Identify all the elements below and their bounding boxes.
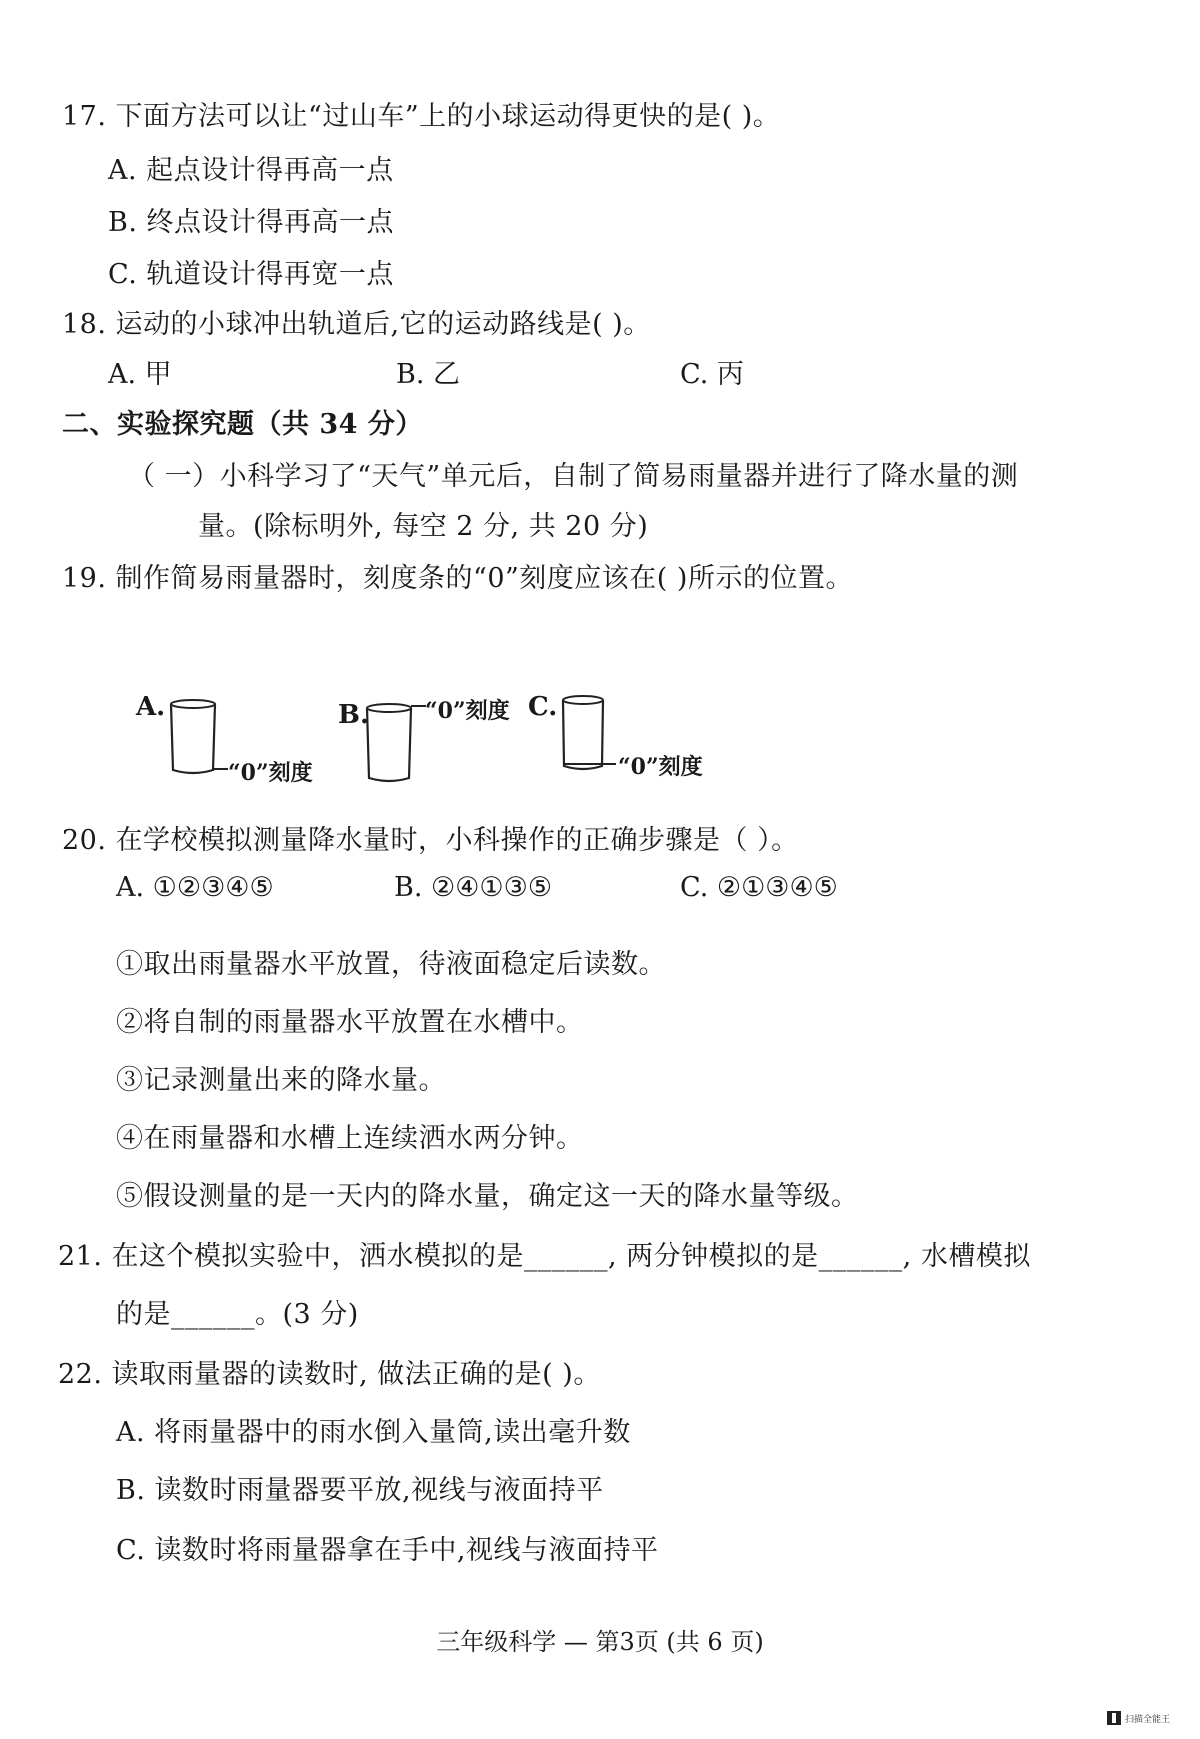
q22-option-a: A. 将雨量器中的雨水倒入量筒,读出毫升数 — [116, 1417, 631, 1448]
q20-step-1: ①取出雨量器水平放置，待液面稳定后读数。 — [116, 949, 666, 980]
cup-c-zero-label: “0”刻度 — [618, 754, 703, 780]
q17-option-a: A. 起点设计得再高一点 — [108, 155, 394, 186]
section-title: 二、实验探究题（共 34 分） — [62, 409, 423, 440]
qr-code-icon — [1107, 1711, 1121, 1725]
q18-option-b: B. 乙 — [396, 359, 461, 390]
cup-c-icon — [563, 696, 616, 769]
q19-figure-letter-b: B. — [338, 700, 370, 730]
q20-stem: 20. 在学校模拟测量降水量时，小科操作的正确步骤是（ ）。 — [62, 825, 799, 856]
cup-a-icon — [171, 700, 228, 773]
q18-option-c: C. 丙 — [680, 359, 744, 390]
q20-step-5: ⑤假设测量的是一天内的降水量，确定这一天的降水量等级。 — [116, 1181, 859, 1212]
q17-stem: 17. 下面方法可以让“过山车”上的小球运动得更快的是( )。 — [62, 101, 781, 132]
q19-stem: 19. 制作简易雨量器时，刻度条的“0”刻度应该在( )所示的位置。 — [62, 563, 853, 594]
q20-step-3: ③记录测量出来的降水量。 — [116, 1065, 446, 1096]
q18-option-a: A. 甲 — [108, 359, 172, 390]
cup-b-icon — [367, 704, 426, 781]
q20-option-a: A. ①②③④⑤ — [116, 872, 274, 903]
q22-option-b: B. 读数时雨量器要平放,视线与液面持平 — [116, 1475, 604, 1506]
q20-option-c: C. ②①③④⑤ — [680, 872, 838, 903]
q20-step-2: ②将自制的雨量器水平放置在水槽中。 — [116, 1007, 584, 1038]
q19-figure-letter-a: A. — [136, 692, 166, 722]
cup-a-zero-label: “0”刻度 — [228, 760, 313, 786]
scanner-stamp — [1107, 1711, 1170, 1725]
q21-line1: 21. 在这个模拟实验中，洒水模拟的是______, 两分钟模拟的是______, 水槽模拟 — [58, 1241, 1031, 1272]
page-footer: 三年级科学 — 第3页 (共 6 页) — [436, 1628, 764, 1656]
q22-stem: 22. 读取雨量器的读数时, 做法正确的是( )。 — [58, 1359, 601, 1390]
cup-b-zero-label: “0”刻度 — [425, 698, 510, 724]
part1-intro-line2: 量。(除标明外, 每空 2 分, 共 20 分) — [198, 511, 649, 542]
scanner-stamp-text: 扫描全能王 — [1124, 1714, 1170, 1725]
q19-figure-letter-c: C. — [528, 692, 558, 722]
q17-option-c: C. 轨道设计得再宽一点 — [108, 259, 394, 290]
q18-stem: 18. 运动的小球冲出轨道后,它的运动路线是( )。 — [62, 309, 651, 340]
q20-step-4: ④在雨量器和水槽上连续洒水两分钟。 — [116, 1123, 584, 1154]
q22-option-c: C. 读数时将雨量器拿在手中,视线与液面持平 — [116, 1535, 659, 1566]
q21-line2: 的是______。(3 分) — [116, 1299, 359, 1330]
q17-option-b: B. 终点设计得再高一点 — [108, 207, 395, 238]
part1-intro-line1: （ 一）小科学习了“天气”单元后，自制了简易雨量器并进行了降水量的测 — [128, 461, 1019, 492]
q19-cups-drawing — [120, 690, 720, 800]
q20-option-b: B. ②④①③⑤ — [394, 872, 553, 903]
